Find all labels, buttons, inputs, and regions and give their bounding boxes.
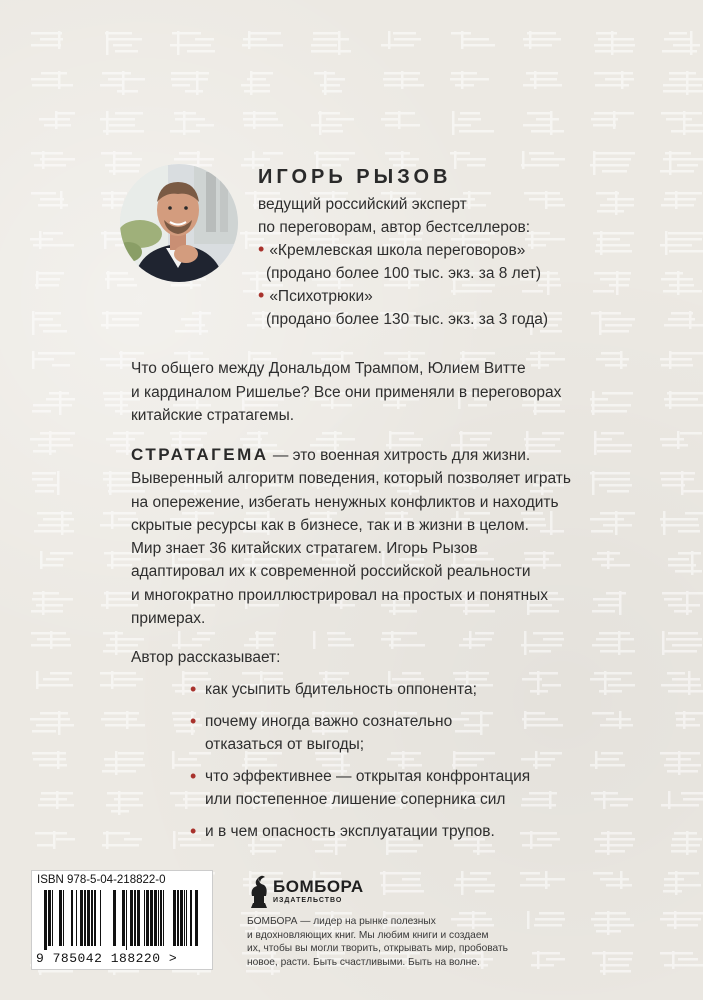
topics-list [190, 678, 530, 851]
definition-term: СТРАТАГЕМА [131, 445, 269, 464]
definition-line: адаптировал их к современной российской реальности [131, 563, 531, 581]
definition-line: на опережение, избегать ненужных конфликтов и находить [131, 493, 559, 511]
list-item-line: что эффективнее — открытая конфронтация [205, 767, 531, 785]
publisher-line: и вдохновляющих книг. Мы любим книги и создаем [247, 929, 489, 941]
barcode-bars [38, 890, 208, 950]
definition-first-line [131, 443, 601, 467]
bombora-logo-icon [248, 874, 270, 910]
definition-line: скрытые ресурсы как в бизнесе, так и в жизни в целом. [131, 516, 529, 534]
publisher-subtitle: ИЗДАТЕЛЬСТВО [273, 897, 343, 904]
bestseller-item [258, 285, 578, 308]
intro-line: Что общего между Дональдом Трампом, Юлием Витте [131, 360, 526, 377]
publisher-line: новое, расти. Быть счастливыми. Быть на волне. [247, 956, 480, 968]
bullet-icon: • [190, 679, 197, 699]
publisher-line: БОМБОРА — лидер на рынке полезных [247, 916, 436, 927]
list-item-line: как усыпить бдительность оппонента; [205, 681, 477, 698]
list-item [190, 678, 530, 702]
bestseller-title: «Психотрюки» [269, 288, 373, 305]
author-bio-line: ведущий российский эксперт [258, 196, 467, 213]
author-bio-line: по переговорам, автор бестселлеров: [258, 219, 531, 236]
bullet-icon: • [190, 710, 197, 731]
definition-paragraph [131, 443, 601, 630]
bullet-icon: • [190, 820, 197, 841]
list-item [190, 710, 530, 757]
isbn-barcode [31, 870, 213, 970]
author-name: ИГОРЬ РЫЗОВ [258, 166, 452, 188]
bestseller-sales: (продано более 100 тыс. экз. за 8 лет) [266, 265, 542, 282]
list-item [190, 820, 530, 844]
definition-line: Мир знает 36 китайских стратагем. Игорь Рызов [131, 540, 478, 558]
definition-line: примерах. [131, 610, 206, 628]
intro-paragraph [131, 357, 591, 428]
author-bio [258, 193, 578, 331]
bullet-icon: • [258, 239, 265, 259]
bullet-icon: • [190, 765, 197, 786]
publisher-line: их, чтобы вы могли творить, открывать мир, пробовать [247, 943, 508, 954]
list-item-line: или постепенное лишение соперника сил [205, 791, 506, 808]
list-item-line: и в чем опасность эксплуатации трупов. [205, 822, 495, 840]
bestseller-item [258, 239, 578, 262]
list-item-line: почему иногда важно сознательно [205, 712, 453, 730]
definition-line: и многократно проиллюстрировал на простых и понятных [131, 586, 549, 604]
publisher-name: БОМБОРА [273, 877, 364, 896]
publisher-description [247, 915, 508, 969]
bullet-icon: • [258, 285, 265, 305]
author-tells-heading: Автор рассказывает: [131, 649, 281, 666]
intro-line: китайские стратагемы. [131, 407, 295, 424]
definition-first-line-rest: — это военная хитрость для жизни. [268, 447, 531, 464]
definition-line: Выверенный алгоритм поведения, который позволяет играть [131, 470, 571, 488]
intro-line: и кардиналом Ришелье? Все они применяли в переговорах [131, 383, 562, 401]
isbn-number: ISBN 978-5-04-218822-0 [37, 874, 166, 886]
barcode-digits: 9 785042 188220 > [36, 951, 178, 966]
list-item [190, 765, 530, 812]
bestseller-title: «Кремлевская школа переговоров» [269, 242, 526, 259]
author-photo [120, 164, 238, 282]
list-item-line: отказаться от выгоды; [205, 736, 365, 753]
bestseller-sales: (продано более 130 тыс. экз. за 3 года) [266, 311, 549, 328]
